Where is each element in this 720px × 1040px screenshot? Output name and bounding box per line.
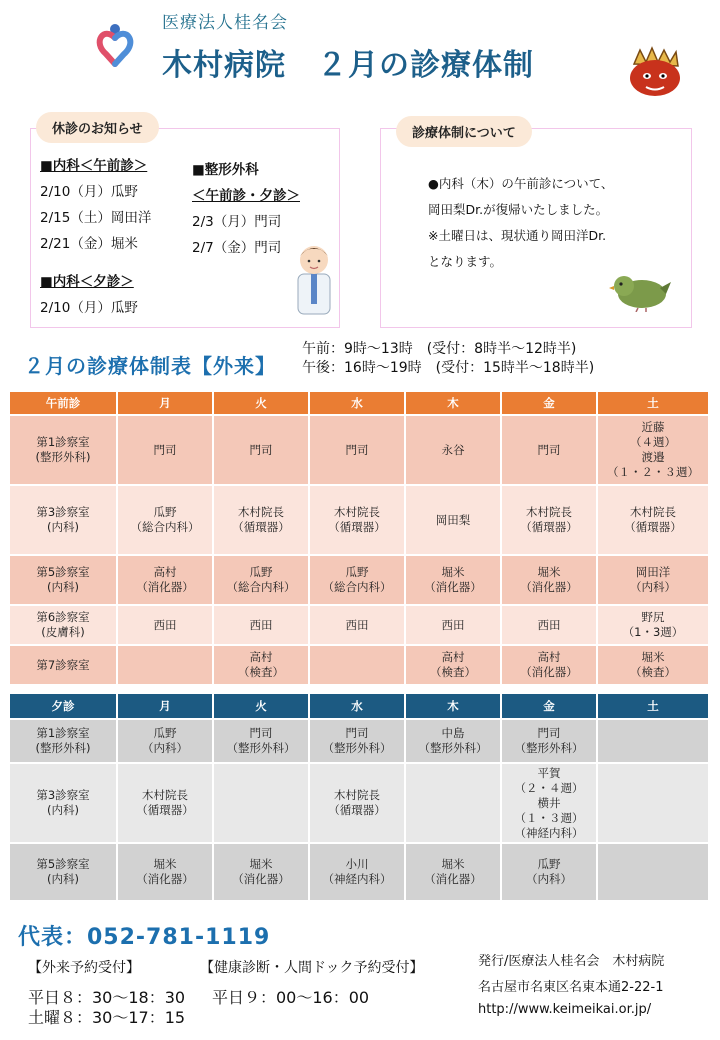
doctor-cell (405, 485, 501, 555)
hospital-logo-icon (94, 24, 136, 70)
checkup-title: 【健康診断・人間ドック予約受付】 (200, 960, 424, 976)
doctor-entry: 平賀 (537, 765, 561, 780)
doctor-entry: （循環器） (520, 520, 578, 534)
system-notice-line: ※土曜日は、現状通り岡田洋Dr. (428, 228, 607, 243)
doctor-cell (117, 645, 213, 685)
doctor-cell (309, 763, 405, 843)
doctor-entry: 西田 (249, 617, 273, 632)
room-cell (9, 719, 117, 763)
doctor-entry: （検査） (430, 665, 476, 679)
doctor-entry: 高村 (441, 650, 465, 664)
doctor-entry: （循環器） (232, 520, 290, 534)
doctor-cell (309, 645, 405, 685)
room-label: 第5診察室 (36, 565, 90, 579)
doctor-entry: 堀米 (537, 565, 561, 579)
doctor-entry: 門司 (153, 442, 177, 457)
pm-day-header: 金 (501, 693, 597, 719)
am-day-header: 金 (501, 391, 597, 415)
doctor-entry: 野尻 (641, 610, 665, 624)
table-row (9, 555, 709, 605)
doctor-entry: 堀米 (153, 857, 177, 871)
doctor-cell (597, 605, 709, 645)
doctor-cell (309, 555, 405, 605)
internal-am-title: ■内科＜午前診＞ (40, 158, 148, 174)
internal-am-item: 2/15（土）岡田洋 (40, 210, 152, 226)
doctor-entry: （循環器） (328, 520, 386, 534)
doctor-cell (405, 555, 501, 605)
doctor-entry: 小川 (345, 857, 369, 871)
doctor-cell (405, 843, 501, 901)
doctor-cell (213, 763, 309, 843)
doctor-entry: （1・3週） (622, 625, 684, 639)
doctor-cell (405, 763, 501, 843)
doctor-entry: （１・２・３週） (607, 465, 699, 479)
doctor-entry: （消化器） (520, 580, 578, 594)
doctor-entry: 西田 (441, 617, 465, 632)
doctor-cell (501, 645, 597, 685)
doctor-cell (405, 645, 501, 685)
pm-day-header: 月 (117, 693, 213, 719)
pm-day-header: 木 (405, 693, 501, 719)
doctor-entry: （４週） (630, 435, 676, 449)
doctor-entry: （内科） (526, 872, 572, 886)
doctor-entry: 岡田梨 (435, 512, 471, 527)
doctor-entry: （消化器） (232, 872, 290, 886)
doctor-cell (501, 485, 597, 555)
publisher: 発行/医療法人桂名会 木村病院 (478, 954, 665, 969)
doctor-entry: 瓜野 (345, 565, 369, 579)
page-title: 木村病院 ２月の診療体制 (162, 48, 534, 83)
room-cell (9, 605, 117, 645)
doctor-entry: 木村院長 (142, 788, 188, 802)
doctor-cell (117, 555, 213, 605)
doctor-entry: 門司 (345, 442, 369, 457)
room-label: 第1診察室 (36, 726, 90, 740)
internal-am-item: 2/10（月）瓜野 (40, 184, 138, 200)
room-cell (9, 645, 117, 685)
doctor-cell (117, 719, 213, 763)
doctor-entry: 岡田洋 (635, 565, 671, 579)
doctor-cell (213, 645, 309, 685)
room-label: 第5診察室 (36, 857, 90, 871)
am-day-header: 月 (117, 391, 213, 415)
system-notice-line: 岡田梨Dr.が復帰いたしました。 (428, 202, 609, 217)
doctor-entry: （神経内科） (514, 825, 584, 840)
doctor-cell (501, 605, 597, 645)
internal-pm-title: ■内科＜夕診＞ (40, 274, 134, 290)
doctor-entry: （整形外科） (226, 741, 296, 755)
internal-am-item: 2/21（金）堀米 (40, 236, 138, 252)
consultation-hours (302, 340, 594, 378)
doctor-entry: （神経内科） (322, 872, 392, 886)
doctor-cell (117, 485, 213, 555)
room-cell (9, 555, 117, 605)
room-label: (整形外科) (35, 741, 91, 755)
doctor-entry: （整形外科） (418, 741, 488, 755)
doctor-cell (213, 719, 309, 763)
ortho-item: 2/7（金）門司 (192, 240, 282, 256)
doctor-entry: 横井 (537, 795, 561, 810)
room-cell (9, 485, 117, 555)
schedule-title: ２月の診療体制表【外来】 (24, 354, 276, 378)
doctor-cell (597, 763, 709, 843)
doctor-cell (309, 719, 405, 763)
morning-schedule-table (8, 390, 710, 686)
doctor-cell (597, 719, 709, 763)
am-day-header: 木 (405, 391, 501, 415)
closure-notice-tag: 休診のお知らせ (36, 112, 159, 143)
system-notice-line: となります。 (428, 254, 503, 269)
doctor-entry: 永谷 (441, 442, 465, 457)
doctor-entry: 瓜野 (153, 505, 177, 519)
doctor-entry: 門司 (345, 726, 369, 740)
doctor-entry: 門司 (249, 442, 273, 457)
room-label: 第6診察室 (36, 610, 90, 624)
phone-number: 代表：052-781-1119 (18, 925, 271, 950)
doctor-cell (117, 605, 213, 645)
doctor-entry: 高村 (153, 565, 177, 579)
pm-day-header: 火 (213, 693, 309, 719)
doctor-entry: 木村院長 (630, 505, 676, 519)
doctor-cell (405, 605, 501, 645)
ortho-item: 2/3（月）門司 (192, 214, 282, 230)
doctor-cell (309, 843, 405, 901)
room-label: 第1診察室 (36, 435, 90, 449)
doctor-cell (597, 843, 709, 901)
address: 名古屋市名東区名東本通2-22-1 (478, 980, 664, 995)
doctor-cell (501, 763, 597, 843)
outpatient-title: 【外来予約受付】 (28, 960, 140, 976)
ortho-subtitle: ＜午前診・夕診＞ (192, 188, 300, 204)
doctor-entry: 門司 (537, 442, 561, 457)
table-row (9, 843, 709, 901)
doctor-entry: （２・４週） (514, 780, 584, 795)
doctor-cell (213, 555, 309, 605)
doctor-cell (309, 605, 405, 645)
am-day-header: 火 (213, 391, 309, 415)
room-label: (内科) (47, 872, 79, 886)
doctor-entry: 西田 (345, 617, 369, 632)
org-name: 医療法人桂名会 (162, 13, 288, 33)
doctor-entry: （検査） (238, 665, 284, 679)
checkup-weekday: 平日９：00～16：00 (212, 988, 370, 1007)
table-row (9, 605, 709, 645)
doctor-entry: 堀米 (249, 857, 273, 871)
doctor-entry: 瓜野 (537, 857, 561, 871)
hours-am: 午前：9時～13時 (受付：8時半～12時半) (302, 341, 577, 357)
oni-mascot-icon (624, 46, 686, 98)
room-label: (内科) (47, 520, 79, 534)
doctor-entry: （消化器） (424, 580, 482, 594)
outpatient-saturday: 土曜８：30～17：15 (28, 1008, 186, 1027)
doctor-entry: （内科） (142, 741, 188, 755)
doctor-entry: 門司 (537, 726, 561, 740)
doctor-cell (309, 485, 405, 555)
table-row (9, 645, 709, 685)
doctor-cell (213, 605, 309, 645)
room-label: 第3診察室 (36, 505, 90, 519)
doctor-entry: 高村 (249, 650, 273, 664)
doctor-entry: 高村 (537, 650, 561, 664)
doctor-cell (501, 843, 597, 901)
room-label: (整形外科) (35, 450, 91, 464)
pm-session-header: 夕診 (9, 693, 117, 719)
doctor-cell (597, 485, 709, 555)
internal-pm-item: 2/10（月）瓜野 (40, 300, 138, 316)
doctor-cell (117, 763, 213, 843)
doctor-cell (213, 415, 309, 485)
doctor-entry: 中島 (441, 726, 465, 740)
am-day-header: 土 (597, 391, 709, 415)
room-label: 第3診察室 (36, 788, 90, 802)
doctor-entry: （１・３週） (514, 810, 584, 825)
doctor-cell (597, 645, 709, 685)
room-label: (内科) (47, 803, 79, 817)
doctor-entry: 堀米 (441, 565, 465, 579)
doctor-entry: （総合内科） (322, 580, 392, 594)
doctor-entry: 渡邉 (641, 450, 665, 464)
doctor-entry: 堀米 (641, 650, 665, 664)
room-cell (9, 843, 117, 901)
room-cell (9, 415, 117, 485)
doctor-cell (501, 555, 597, 605)
table-row (9, 763, 709, 843)
doctor-cell (501, 719, 597, 763)
room-label: 第7診察室 (36, 657, 90, 672)
doctor-entry: （整形外科） (514, 741, 584, 755)
doctor-cell (405, 415, 501, 485)
doctor-entry: 木村院長 (238, 505, 284, 519)
doctor-entry: 西田 (153, 617, 177, 632)
doctor-illustration-icon (292, 240, 336, 316)
doctor-entry: 近藤 (641, 420, 665, 434)
doctor-entry: 木村院長 (526, 505, 572, 519)
doctor-cell (597, 555, 709, 605)
evening-schedule-table (8, 692, 710, 902)
doctor-entry: （消化器） (424, 872, 482, 886)
system-notice-tag: 診療体制について (396, 116, 532, 147)
table-row (9, 415, 709, 485)
doctor-cell (405, 719, 501, 763)
doctor-entry: （消化器） (136, 580, 194, 594)
doctor-entry: （整形外科） (322, 741, 392, 755)
doctor-cell (597, 415, 709, 485)
doctor-entry: 瓜野 (249, 565, 273, 579)
room-label: (内科) (47, 580, 79, 594)
doctor-entry: 瓜野 (153, 726, 177, 740)
system-notice-line: ●内科（木）の午前診について、 (428, 176, 614, 191)
doctor-entry: 木村院長 (334, 788, 380, 802)
doctor-cell (213, 485, 309, 555)
doctor-entry: （総合内科） (226, 580, 296, 594)
ortho-title: ■整形外科 (192, 162, 259, 178)
outpatient-weekday: 平日８：30～18：30 (28, 988, 186, 1007)
doctor-cell (117, 843, 213, 901)
table-row (9, 485, 709, 555)
doctor-entry: 堀米 (441, 857, 465, 871)
doctor-cell (117, 415, 213, 485)
doctor-cell (309, 415, 405, 485)
doctor-entry: （消化器） (520, 665, 578, 679)
doctor-cell (213, 843, 309, 901)
doctor-entry: 西田 (537, 617, 561, 632)
pm-day-header: 土 (597, 693, 709, 719)
website-link[interactable]: http://www.keimeikai.or.jp/ (478, 1002, 652, 1017)
doctor-entry: （消化器） (136, 872, 194, 886)
table-row (9, 719, 709, 763)
doctor-cell (501, 415, 597, 485)
am-day-header: 水 (309, 391, 405, 415)
am-session-header: 午前診 (9, 391, 117, 415)
room-cell (9, 763, 117, 843)
pm-day-header: 水 (309, 693, 405, 719)
room-label: (皮膚科) (41, 625, 85, 639)
doctor-entry: （内科） (630, 580, 676, 594)
doctor-entry: 門司 (249, 726, 273, 740)
doctor-entry: （循環器） (624, 520, 682, 534)
doctor-entry: （検査） (630, 665, 676, 679)
hours-pm: 午後：16時～19時 (受付：15時半～18時半) (302, 360, 595, 376)
doctor-entry: （循環器） (328, 803, 386, 817)
doctor-entry: 木村院長 (334, 505, 380, 519)
doctor-entry: （総合内科） (130, 520, 200, 534)
bird-illustration-icon (608, 266, 672, 312)
doctor-entry: （循環器） (136, 803, 194, 817)
